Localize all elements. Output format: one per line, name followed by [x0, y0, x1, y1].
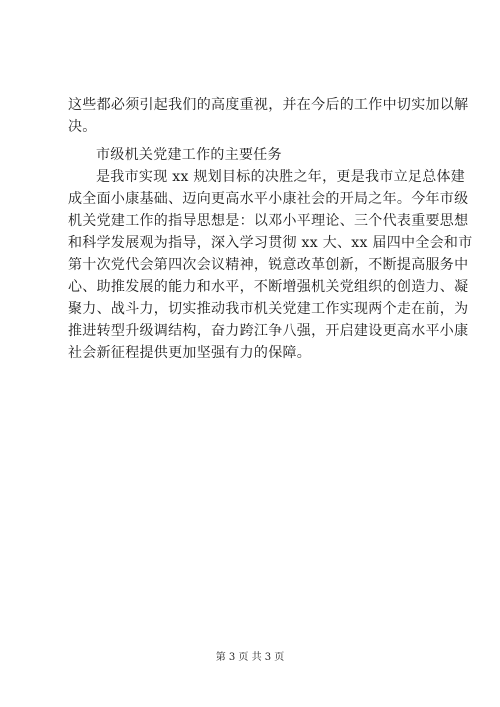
paragraph-line: 第十次党代会第四次会议精神，锐意改革创新，不断提高服务中: [68, 257, 469, 273]
paragraph-2: [68, 166, 473, 364]
paragraph-line: 聚力、战斗力，切实推动我市机关党建工作实现两个走在前，为: [68, 301, 469, 317]
paragraph-line: 和科学发展观为指导，深入学习贯彻 xx 大、xx 届四中全会和市: [68, 235, 473, 251]
paragraph-line: 社会新征程提供更加坚强有力的保障。: [68, 345, 312, 361]
paragraph-line: 机关党建工作的指导思想是：以邓小平理论、三个代表重要思想: [68, 213, 469, 229]
paragraph-line: 是我市实现 xx 规划目标的决胜之年，更是我市立足总体建: [96, 169, 466, 185]
paragraph-line: 成全面小康基础、迈向更高水平小康社会的开局之年。今年市级: [68, 191, 469, 207]
paragraph-line: 推进转型升级调结构，奋力跨江争八强，开启建设更高水平小康: [68, 323, 469, 339]
paragraph-line: 决。: [68, 119, 97, 135]
page-number-footer: 第 3 页 共 3 页: [215, 652, 285, 663]
paragraph-line: 心、助推发展的能力和水平，不断增强机关党组织的创造力、凝: [68, 279, 469, 295]
paragraph-line: 这些都必须引起我们的高度重视，并在今后的工作中切实加以解: [68, 97, 469, 113]
paragraph-1: [68, 94, 469, 138]
section-heading: 市级机关党建工作的主要任务: [96, 147, 282, 163]
